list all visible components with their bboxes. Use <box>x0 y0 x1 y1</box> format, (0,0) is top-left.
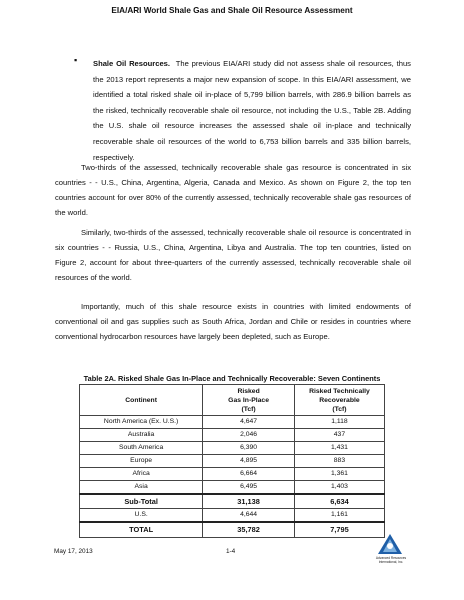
cell-recoverable: 1,118 <box>294 416 384 429</box>
bullet-square-icon: ▪ <box>74 55 78 65</box>
header-gas-in-place: Risked Gas In-Place (Tcf) <box>203 385 295 416</box>
cell-continent: Asia <box>80 481 203 495</box>
cell-recoverable: 1,361 <box>294 468 384 481</box>
paragraph-shale-gas: Two-thirds of the assessed, technically recoverable shale gas resource is concentrated in six countries - - U.S., China, Argentina, Algeria, Canada and Mexico. As shown on Figure 2, the top ten countries account for over 80% of the currently assessed, technically recoverable shale gas resources of the world. <box>55 163 411 217</box>
table-header-row <box>80 385 385 416</box>
table-row <box>80 481 385 495</box>
bullet-paragraph <box>93 56 411 165</box>
cell-continent: South America <box>80 442 203 455</box>
table-row <box>80 442 385 455</box>
logo-text: Advanced Resources International, Inc. <box>375 556 407 564</box>
table-caption: Table 2A. Risked Shale Gas In-Place and Technically Recoverable: Seven Continents <box>83 374 381 383</box>
bullet-body: The previous EIA/ARI study did not assess shale oil resources, thus the 2013 report represents a major new expansion of scope. In this EIA/ARI assessment, we identified a total risked shale oil in-place of 5,799 billion barrels, with 286.9 billion barrels as the risked, technically recoverable shale oil resource, not including the U.S., Table 2B. Adding the U.S. shale oil resource increases the assessed shale oil in-place and technically recoverable shale oil resources of the world to 6,753 billion barrels and 335 billion barrels, respectively. <box>93 59 411 162</box>
cell-in-place: 4,895 <box>203 455 295 468</box>
cell-in-place: 6,390 <box>203 442 295 455</box>
table-row <box>80 429 385 442</box>
company-logo-icon <box>376 533 404 555</box>
us-label: U.S. <box>80 509 203 523</box>
cell-in-place: 4,647 <box>203 416 295 429</box>
us-row <box>80 509 385 523</box>
subtotal-label: Sub-Total <box>80 494 203 509</box>
subtotal-recoverable: 6,634 <box>294 494 384 509</box>
total-label: TOTAL <box>80 522 203 538</box>
resource-table <box>79 384 385 538</box>
table-row <box>80 416 385 429</box>
paragraph-conventional: Importantly, much of this shale resource exists in countries with limited endowments of conventional oil and gas supplies such as South Africa, Jordan and Chile or resides in countries where conventional hydrocarbon resources have largely been depleted, such as Europe. <box>55 302 411 341</box>
bullet-lead: Shale Oil Resources. <box>93 59 171 68</box>
us-recoverable: 1,161 <box>294 509 384 523</box>
cell-continent: Australia <box>80 429 203 442</box>
cell-recoverable: 1,403 <box>294 481 384 495</box>
table-row <box>80 455 385 468</box>
header-recoverable: Risked Technically Recoverable (Tcf) <box>294 385 384 416</box>
table-row <box>80 468 385 481</box>
cell-in-place: 6,495 <box>203 481 295 495</box>
footer-page-number: 1-4 <box>226 548 236 555</box>
paragraph-shale-oil: Similarly, two-thirds of the assessed, technically recoverable shale oil resource is concentrated in six countries - - Russia, U.S., China, Argentina, Libya and Australia. The top ten countries, listed on Figure 2, account for about three-quarters of the currently assessed, technically recoverable shale oil resources of the world. <box>55 228 411 282</box>
cell-continent: Africa <box>80 468 203 481</box>
subtotal-in-place: 31,138 <box>203 494 295 509</box>
total-row <box>80 522 385 538</box>
page-header: EIA/ARI World Shale Gas and Shale Oil Resource Assessment <box>111 6 353 15</box>
total-in-place: 35,782 <box>203 522 295 538</box>
header-continent: Continent <box>80 385 203 416</box>
us-in-place: 4,644 <box>203 509 295 523</box>
total-recoverable: 7,795 <box>294 522 384 538</box>
cell-continent: North America (Ex. U.S.) <box>80 416 203 429</box>
cell-in-place: 6,664 <box>203 468 295 481</box>
subtotal-row <box>80 494 385 509</box>
cell-recoverable: 437 <box>294 429 384 442</box>
cell-continent: Europe <box>80 455 203 468</box>
cell-recoverable: 883 <box>294 455 384 468</box>
cell-in-place: 2,046 <box>203 429 295 442</box>
cell-recoverable: 1,431 <box>294 442 384 455</box>
footer-date: May 17, 2013 <box>54 548 93 555</box>
